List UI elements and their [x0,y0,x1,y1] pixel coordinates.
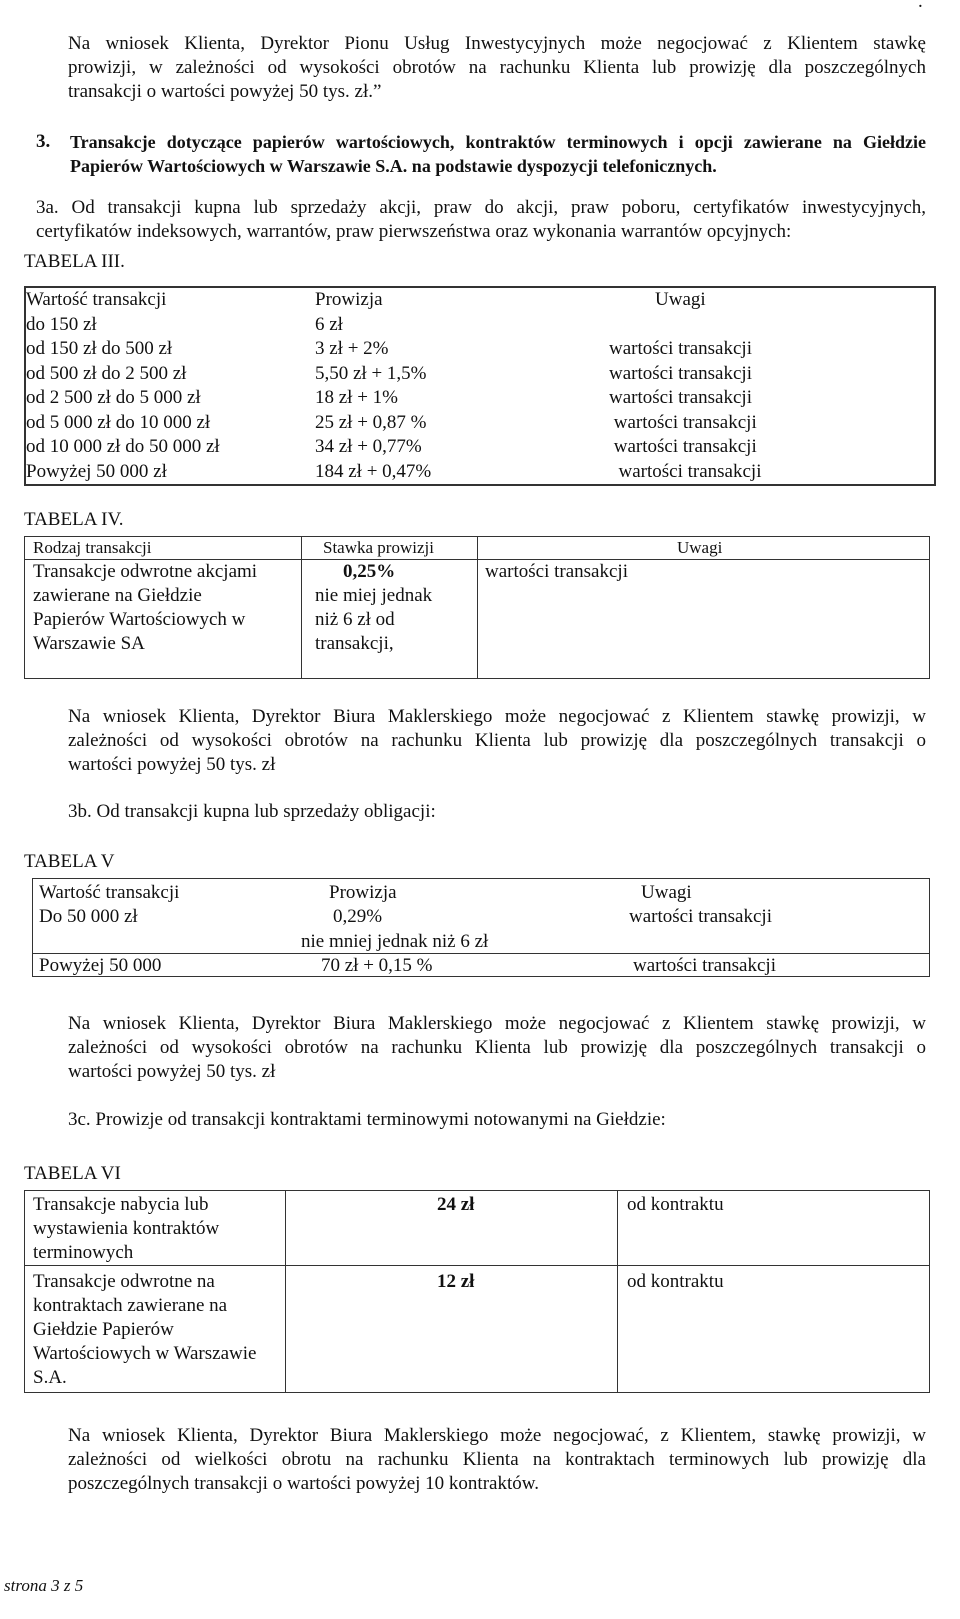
section-3c-text: 3c. Prowizje od transakcji kontraktami terminowymi notowanymi na Giełdzie: [68,1109,666,1130]
section-3-heading: Transakcje dotyczące papierów wartościowych, kontraktów terminowych i opcji zawierane na Giełdzie Papierów Wartościowych w Warszawie S.A. na podstawie dyspozycji telefonicznych. [70,132,926,176]
section-3a-text: 3a. Od transakcji kupna lub sprzedaży akcji, praw do akcji, praw poboru, certyfikatów inwestycyjnych, certyfikatów indeksowych, warrantów, praw pierwszeństwa oraz wykonania warrantów opcyjnych: [36,197,926,242]
tabela-6-label: TABELA VI [24,1163,121,1184]
row-divider [33,953,929,954]
row-divider [25,1265,929,1266]
negotiation-paragraph-2: Na wniosek Klienta, Dyrektor Biura Maklerskiego może negocjować z Klientem stawkę prowizji, w zależności od wysokości obrotów na rachunku Klienta lub prowizję dla poszczególnych transakcji o wartości powyżej 50 tys. zł [68,1013,926,1082]
table-row-2-label: Transakcje odwrotne na kontraktach zawierane na Giełdzie Papierów Wartościowych w Warszawie S.A. [33,1271,257,1388]
table-row-2-note: od kontraktu [627,1271,724,1292]
tabela-3-label: TABELA III. [24,251,125,272]
table-row: od 500 zł do 2 500 zł 5,50 zł + 1,5% wartości transakcji [26,362,752,384]
table-row: od 5 000 zł do 10 000 zł 25 zł + 0,87 % wartości transakcji [26,411,757,433]
table-row: do 150 zł 6 zł [26,313,343,335]
table-row: od 150 zł do 500 zł 3 zł + 2% wartości transakcji [26,338,752,359]
negotiation-paragraph-1: Na wniosek Klienta, Dyrektor Biura Maklerskiego może negocjować z Klientem stawkę prowizji, w zależności od wysokości obrotów na rachunku Klienta lub prowizję dla poszczególnych transakcji o wartości powyżej 50 tys. zł [68,706,926,775]
header-wartosc: Wartość transakcji [39,882,180,903]
header-uwagi: Uwagi [677,538,723,557]
tabela-6 [24,1190,930,1393]
transaction-type: Transakcje odwrotne akcjami zawierane na Giełdzie Papierów Wartościowych w Warszawie SA [33,561,258,654]
tabela-4-label: TABELA IV. [24,509,124,530]
tabela-5: Wartość transakcji Prowizja Uwagi Do 50 000 zł 0,29% wartości transakcji nie mniej jednak niż 6 zł Powyżej 50 000 70 zł + 0,15 % wartości transakcji [32,878,930,977]
column-divider [617,1191,618,1392]
header-wartosc: Wartość transakcji [26,289,167,310]
table-row-1-note: od kontraktu [627,1194,724,1215]
header-uwagi: Uwagi [641,882,692,903]
header-stawka: Stawka prowizji [323,538,434,557]
commission-rate: 0,25% nie miej jednak niż 6 zł od transakcji, [315,561,433,654]
table-row: od 2 500 zł do 5 000 zł 18 zł + 1% wartości transakcji [26,387,752,408]
table-row: od 10 000 zł do 50 000 zł 34 zł + 0,77% wartości transakcji [26,436,757,457]
page-mark: . [918,0,923,12]
page-number: strona 3 z 5 [4,1576,84,1595]
table-row-1-rate: 24 zł [437,1194,475,1215]
tabela-5-label: TABELA V [24,851,115,872]
intro-paragraph: Na wniosek Klienta, Dyrektor Pionu Usług Inwestycyjnych może negocjować z Klientem stawkę prowizji, w zależności od wysokości obrotów na rachunku Klienta lub prowizję dla poszczególnych transakcji o wartości powyżej 50 tys. zł.” [68,33,926,102]
header-uwagi: Uwagi [655,289,706,310]
header-prowizja: Prowizja [315,289,383,310]
negotiation-paragraph-3: Na wniosek Klienta, Dyrektor Biura Maklerskiego może negocjować, z Klientem, stawkę prowizji, w zależności od wielkości obrotu na rachunku Klienta na kontraktach terminowych lub prowizję dla poszczególnych transakcji o wartości powyżej 10 kontraktów. [68,1425,926,1494]
table-row-2-rate: 12 zł [437,1271,475,1292]
table-row-1-label: Transakcje nabycia lub wystawienia kontraktów terminowych [33,1194,220,1263]
table-header-row [25,287,935,313]
header-rodzaj: Rodzaj transakcji [33,538,152,557]
header-prowizja: Prowizja [329,882,397,903]
column-divider [285,1191,286,1392]
table-row: Powyżej 50 000 zł 184 zł + 0,47% wartości transakcji [26,460,762,482]
section-3-number: 3. [36,131,51,152]
tabela-3 [24,286,936,486]
section-3b-text: 3b. Od transakcji kupna lub sprzedaży obligacji: [68,801,436,822]
tabela-4 [24,536,930,679]
commission-note: wartości transakcji [485,561,628,582]
